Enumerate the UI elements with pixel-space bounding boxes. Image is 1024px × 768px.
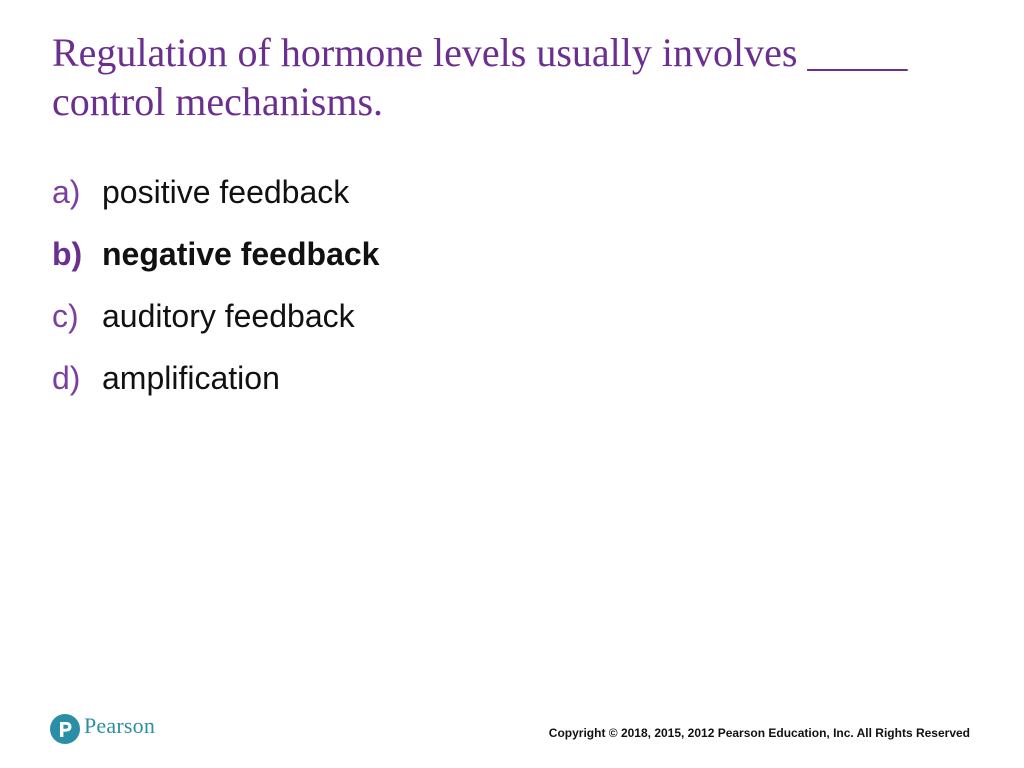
pearson-p-logo-icon	[50, 714, 80, 744]
option-letter: a)	[52, 174, 81, 210]
question-title-line-2: control mechanisms.	[52, 79, 384, 124]
answer-options-list	[52, 174, 379, 422]
option-text: amplification	[102, 360, 280, 396]
option-text: positive feedback	[102, 174, 350, 210]
option-letter: b)	[52, 236, 83, 272]
answer-option-b	[52, 236, 379, 298]
pearson-wordmark: Pearson	[84, 713, 156, 738]
option-letter: c)	[52, 298, 79, 334]
option-text: auditory feedback	[102, 298, 355, 334]
question-title-line-1: Regulation of hormone levels usually involves _____	[52, 30, 908, 75]
pearson-logo	[50, 712, 155, 746]
option-text: negative feedback	[102, 236, 380, 272]
answer-option-a	[52, 174, 379, 236]
option-letter: d)	[52, 360, 81, 396]
answer-option-d	[52, 360, 379, 422]
answer-option-c	[52, 298, 379, 360]
question-title	[52, 28, 982, 126]
copyright-notice: Copyright © 2018, 2015, 2012 Pearson Education, Inc. All Rights Reserved	[548, 726, 970, 740]
